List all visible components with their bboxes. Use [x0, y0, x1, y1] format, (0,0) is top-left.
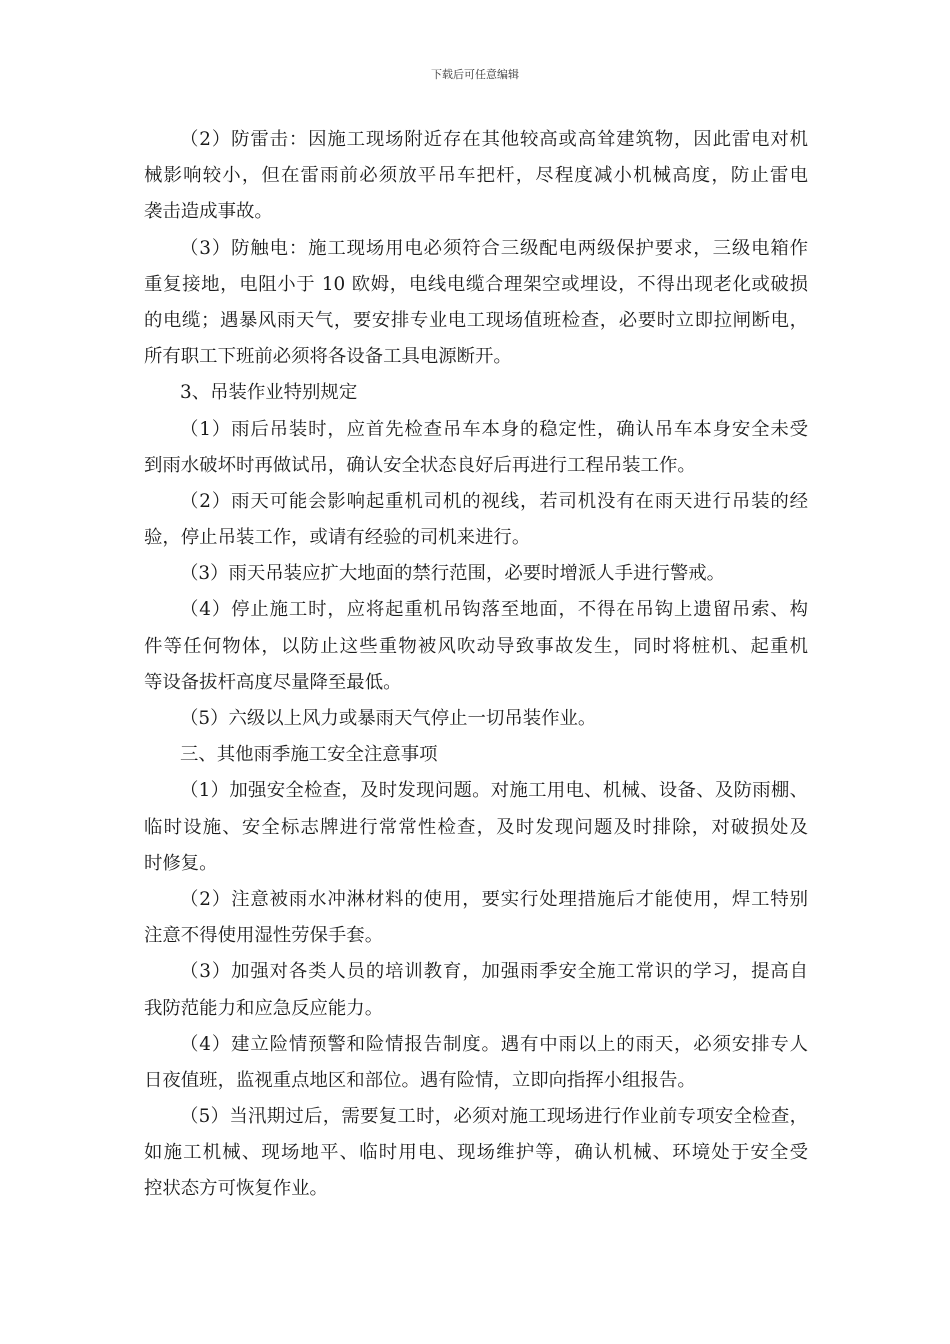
- paragraph-line: 注意不得使用湿性劳保手套。: [144, 925, 384, 947]
- paragraph-line: （2）防雷击：因施工现场附近存在其他较高或高耸建筑物，因此雷电对机: [180, 129, 808, 150]
- page-header: 下载后可任意编辑: [431, 68, 519, 81]
- paragraph-line: 日夜值班，监视重点地区和部位。遇有险情，立即向指挥小组报告。: [144, 1069, 696, 1091]
- section-heading: 三、其他雨季施工安全注意事项: [180, 744, 438, 766]
- paragraph-line: （5）当汛期过后，需要复工时，必须对施工现场进行作业前专项安全检查，: [180, 1106, 808, 1128]
- paragraph-line: 械影响较小，但在雷雨前必须放平吊车把杆，尽程度减小机械高度，防止雷电: [144, 165, 808, 187]
- paragraph-line: （4）停止施工时，应将起重机吊钩落至地面，不得在吊钩上遗留吊索、构: [180, 599, 808, 621]
- paragraph-line: 如施工机械、现场地平、临时用电、现场维护等，确认机械、环境处于安全受: [144, 1142, 808, 1164]
- paragraph-line: 控状态方可恢复作业。: [144, 1178, 328, 1200]
- paragraph-line: （3）雨天吊装应扩大地面的禁行范围，必要时增派人手进行警戒。: [180, 563, 726, 585]
- paragraph-line: （4）建立险情预警和险情报告制度。遇有中雨以上的雨天，必须安排专人: [180, 1033, 808, 1055]
- paragraph-line: 所有职工下班前必须将各设备工具电源断开。: [144, 346, 512, 368]
- paragraph-line: （1）雨后吊装时，应首先检查吊车本身的稳定性，确认吊车本身安全未受: [180, 418, 808, 440]
- paragraph-line: （1）加强安全检查，及时发现问题。对施工用电、机械、设备、及防雨棚、: [180, 780, 808, 802]
- paragraph-line: 验，停止吊装工作，或请有经验的司机来进行。: [144, 527, 531, 549]
- paragraph-line: 袭击造成事故。: [144, 201, 273, 223]
- paragraph-line: 我防范能力和应急反应能力。: [144, 997, 384, 1019]
- section-heading: 3、吊装作业特别规定: [180, 382, 358, 404]
- paragraph-line: （2）雨天可能会影响起重机司机的视线，若司机没有在雨天进行吊装的经: [180, 490, 808, 512]
- paragraph-line: （2）注意被雨水冲淋材料的使用，要实行处理措施后才能使用，焊工特别: [180, 888, 808, 910]
- paragraph-line: 时修复。: [144, 852, 218, 874]
- paragraph-line: 件等任何物体，以防止这些重物被风吹动导致事故发生，同时将桩机、起重机: [144, 635, 808, 657]
- paragraph-line: 的电缆；遇暴风雨天气，要安排专业电工现场值班检查，必要时立即拉闸断电，: [144, 309, 808, 331]
- paragraph-line: （3）加强对各类人员的培训教育，加强雨季安全施工常识的学习，提高自: [180, 961, 808, 983]
- document-body: [144, 122, 808, 1208]
- paragraph-line: 临时设施、安全标志牌进行常常性检查，及时发现问题及时排除，对破损处及: [144, 816, 808, 838]
- paragraph-line: 到雨水破坏时再做试吊，确认安全状态良好后再进行工程吊装工作。: [144, 454, 696, 476]
- paragraph-line: 等设备拔杆高度尽量降至最低。: [144, 671, 402, 693]
- paragraph-line: （3）防触电：施工现场用电必须符合三级配电两级保护要求，三级电箱作: [180, 237, 808, 259]
- paragraph-line: （5）六级以上风力或暴雨天气停止一切吊装作业。: [180, 708, 597, 729]
- paragraph-line: 重复接地，电阻小于 10 欧姆，电线电缆合理架空或埋设，不得出现老化或破损: [144, 273, 808, 295]
